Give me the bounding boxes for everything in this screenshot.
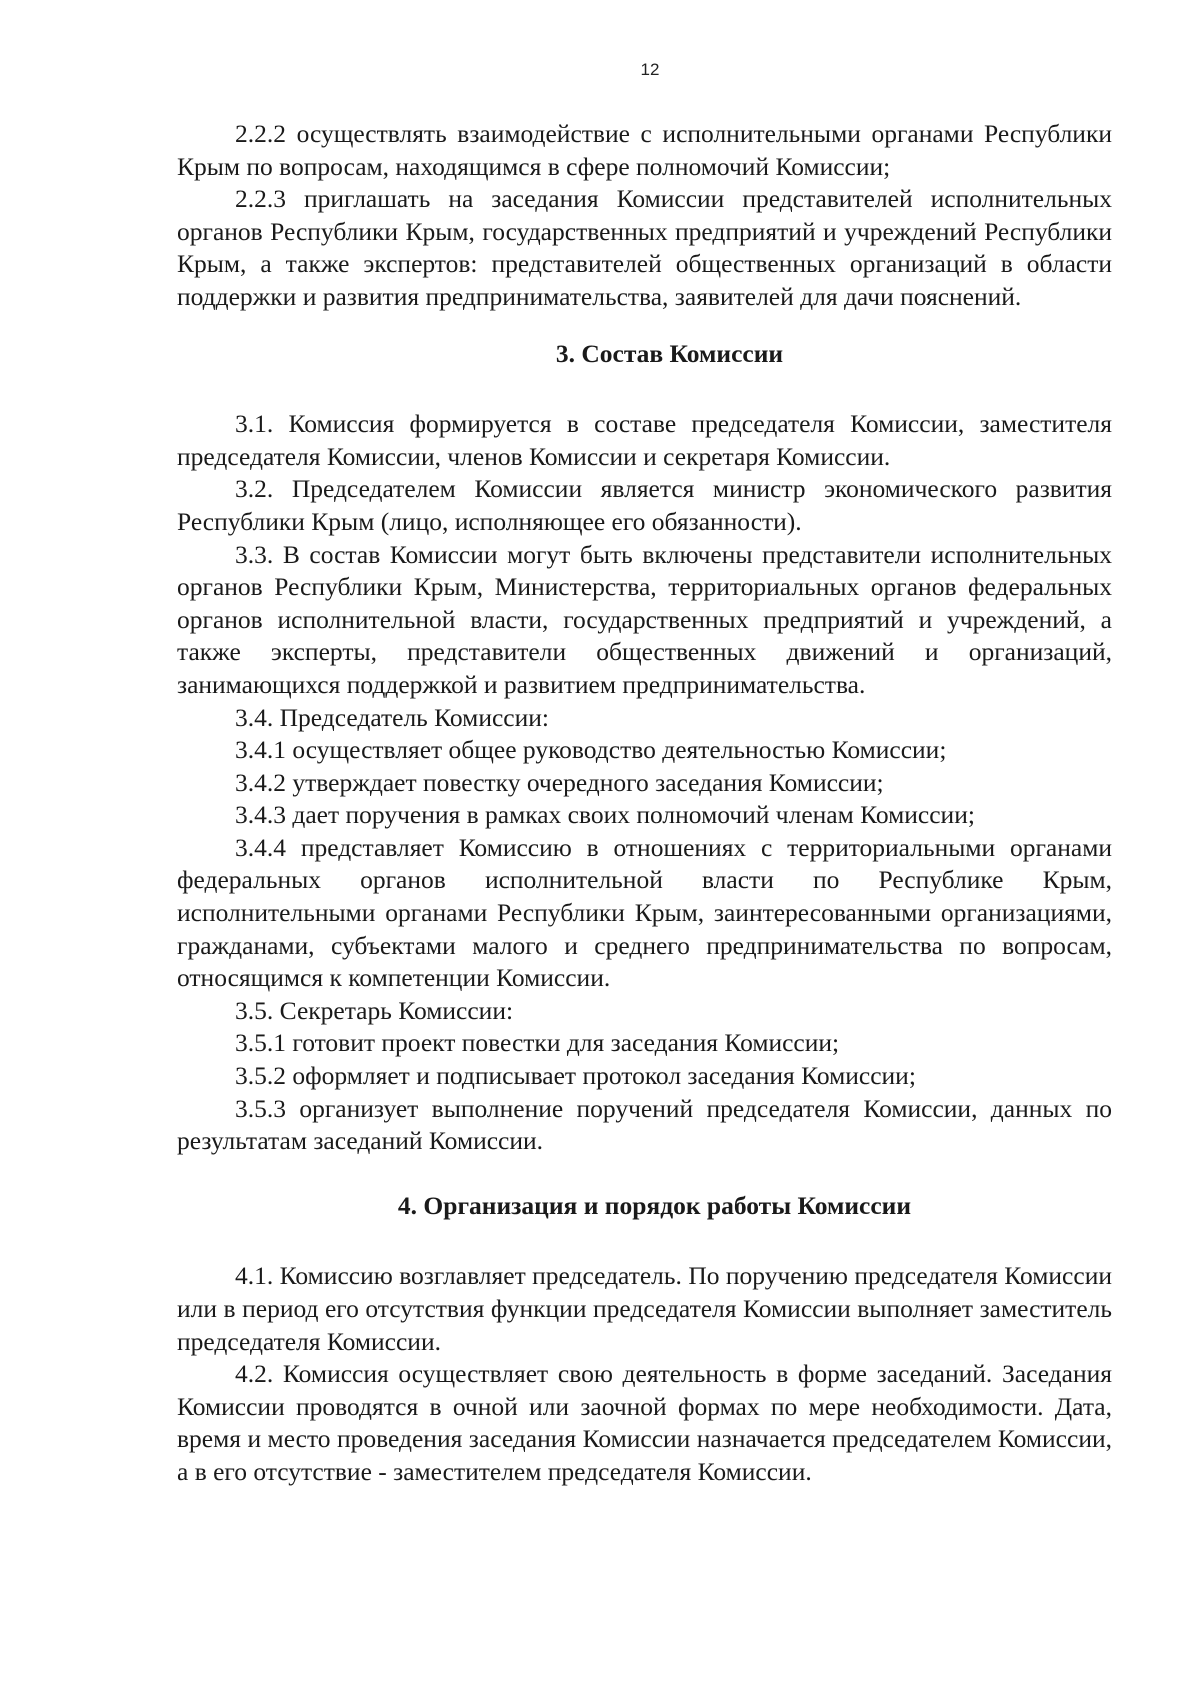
section-3-heading: 3. Состав Комиссии xyxy=(555,338,784,368)
paragraph-4-1: 4.1. Комиссию возглавляет председатель. По поручению председателя Комиссии или в период его отсутствия функции председателя Комиссии выполняет заместитель председателя Комиссии. xyxy=(177,1261,1112,1356)
section-4-heading: 4. Организация и порядок работы Комиссии xyxy=(397,1190,912,1220)
paragraph-2-2-2: 2.2.2 осуществлять взаимодействие с исполнительными органами Республики Крым по вопросам, находящимся в сфере полномочий Комиссии; xyxy=(177,119,1112,181)
paragraph-3-4: 3.4. Председатель Комиссии: xyxy=(235,702,549,732)
paragraph-3-4-4: 3.4.4 представляет Комиссию в отношениях с территориальными органами федеральных органов исполнительной власти по Республике Крым, исполнительными органами Республики Крым, заинтересованными организациями, гражданами, субъектами малого и среднего предпринимательства по вопросам, относящимся к компетенции Комиссии. xyxy=(177,832,1112,993)
paragraph-3-3: 3.3. В состав Комиссии могут быть включены представители исполнительных органов Республики Крым, Министерства, территориальных органов федеральных органов исполнительной власти, государственных предприятий и учреждений, а также эксперты, представители общественных движений и организаций, занимающихся поддержкой и развитием предпринимательства. xyxy=(177,539,1112,699)
paragraph-4-2: 4.2. Комиссия осуществляет свою деятельность в форме заседаний. Заседания Комиссии проводятся в очной или заочной формах по мере необходимости. Дата, время и место проведения заседания Комиссии назначается председателем Комиссии, а в его отсутствие - заместителем председателя Комиссии. xyxy=(177,1359,1112,1486)
paragraph-3-4-3: 3.4.3 дает поручения в рамках своих полномочий членам Комиссии; xyxy=(235,800,975,830)
paragraph-3-5: 3.5. Секретарь Комиссии: xyxy=(235,995,514,1025)
paragraph-3-5-3: 3.5.3 организует выполнение поручений председателя Комиссии, данных по результатам заседаний Комиссии. xyxy=(177,1093,1112,1156)
paragraph-2-2-3: 2.2.3 приглашать на заседания Комиссии представителей исполнительных органов Республики Крым, государственных предприятий и учреждений Республики Крым, а также экспертов: представителей общественных организаций в области поддержки и развития предпринимательства, заявителей для дачи пояснений. xyxy=(177,184,1112,311)
document-body xyxy=(177,118,1112,1489)
paragraph-3-2: 3.2. Председателем Комиссии является министр экономического развития Республики Крым (лицо, исполняющее его обязанности). xyxy=(177,474,1112,536)
paragraph-3-5-1: 3.5.1 готовит проект повестки для заседания Комиссии; xyxy=(235,1028,840,1058)
paragraph-3-4-2: 3.4.2 утверждает повестку очередного заседания Комиссии; xyxy=(235,767,884,797)
paragraph-3-4-1: 3.4.1 осуществляет общее руководство деятельностью Комиссии; xyxy=(235,735,947,765)
paragraph-3-1: 3.1. Комиссия формируется в составе председателя Комиссии, заместителя председателя Комиссии, членов Комиссии и секретаря Комиссии. xyxy=(177,409,1112,471)
paragraph-3-5-2: 3.5.2 оформляет и подписывает протокол заседания Комиссии; xyxy=(235,1061,916,1091)
page-number: 12 xyxy=(640,60,660,79)
